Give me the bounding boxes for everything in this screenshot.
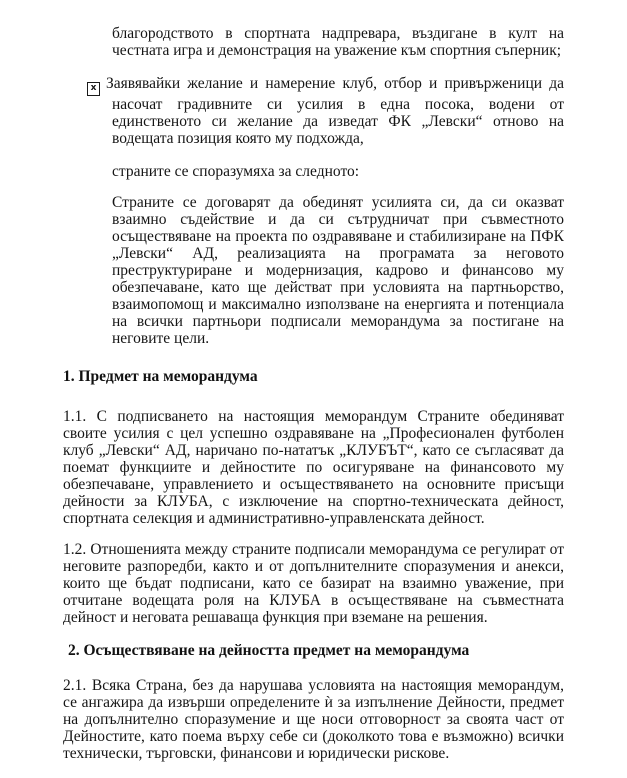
clause-1-1: 1.1. С подписването на настоящия меморандум Страните обединяват своите усилия с цел успешно оздравяване на „Професионален футболен клуб „Левски“ АД, наричано по-нататък „КЛУБЪТ“, като се съгласяват да поемат функциите и дейностите по осигуряване на финансовото му обезпечаване, управлението и осъществяването на основните присъщи дейности за КЛУБА, с изключение на спортно-техническата дейност, спортната селекция и административно-управленската дейност. <box>63 408 564 527</box>
section-1-heading: 1. Предмет на меморандума <box>63 368 258 385</box>
agreement-lead-line: страните се споразумяха за следното: <box>112 163 360 180</box>
paragraph-sportsmanship: благородството в спортната надпревара, въздигане в култ на честната игра и демонстрация на уважение към спортния съперник; <box>112 25 564 59</box>
bullet-item-declaration <box>90 75 564 147</box>
clause-1-2: 1.2. Отношенията между страните подписали меморандума се регулират от неговите разпоредби, както и от допълнителните споразумения и анекси, които ще бъдат подписани, като се базират на взаимно уважение, при отчитане водещата роля на КЛУБА в осъществяване на съвместната дейност и неговата решаваща функция при вземане на решения. <box>63 541 564 626</box>
bullet-item-text: Заявявайки желание и намерение клуб, отбор и привърженици да насочат градивните си усилия в една посока, водени от единственото си желание да изведат ФК „Левски“ отново на водещата позиция която му подхожда, <box>106 75 564 147</box>
ballot-box-x-icon: x <box>87 82 100 96</box>
paragraph-agreement: Страните се договарят да обединят усилията си, да си оказват взаимно съдействие и да си сътрудничат при съвместното осъществяване на проекта по оздравяване и стабилизиране на ПФК „Левски“ АД, реализацията на програмата за неговото преструктуриране и модернизация, кадрово и финансово му обезпечаване, като ще действат при условията на партньорство, взаимопомощ и максимално използване на енергията и потенциала на всички партньори подписали меморандума за постигане на неговите цели. <box>112 194 564 347</box>
section-2-heading: 2. Осъществяване на дейността предмет на меморандума <box>68 642 470 659</box>
clause-2-1: 2.1. Всяка Страна, без да нарушава условията на настоящия меморандум, се ангажира да извърши определените ѝ за изпълнение Дейности, предмет на допълнително споразумение и ще носи отговорност за своята част от Дейностите, като поема върху себе си (доколкото това е възможно) всички технически, търговски, финансови и юридически рискове. <box>63 677 564 762</box>
